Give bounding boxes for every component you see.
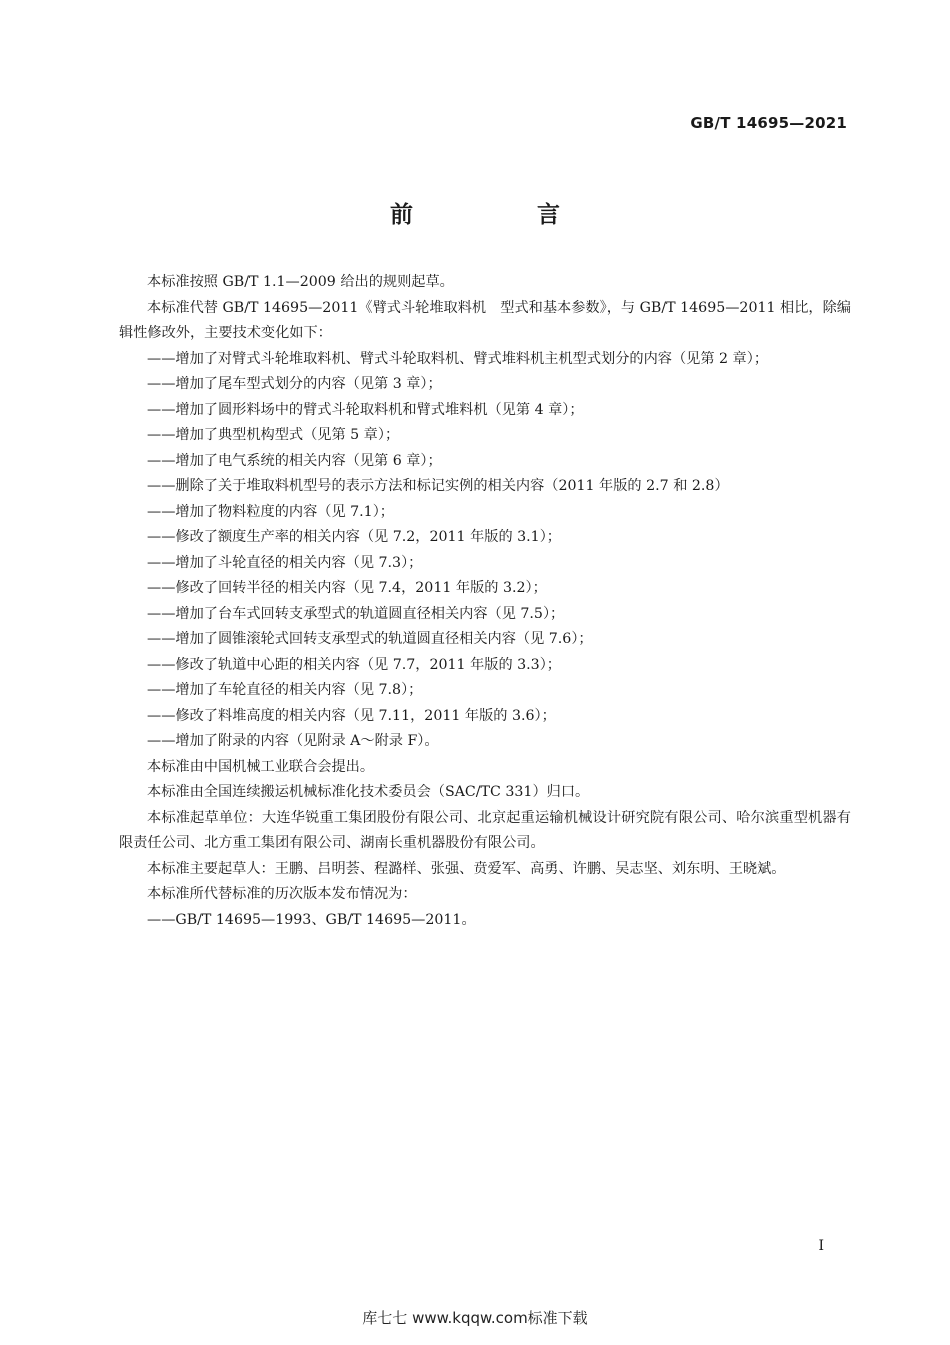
list-item: ——增加了斗轮直径的相关内容（见 7.3）； [147,554,423,571]
page-title: 前 言 [389,202,618,228]
list-item: ——增加了物料粒度的内容（见 7.1）； [147,503,394,520]
list-item: ——增加了电气系统的相关内容（见第 6 章）； [147,452,442,469]
list-item: ——增加了附录的内容（见附录 A～附录 F）。 [147,733,439,749]
list-item: ——增加了典型机构型式（见第 5 章）； [147,427,400,443]
list-item: ——增加了尾车型式划分的内容（见第 3 章）； [147,376,442,392]
list-item: ——修改了料堆高度的相关内容（见 7.11，2011 年版的 3.6）； [147,707,556,724]
list-item: ——增加了台车式回转支承型式的轨道圆直径相关内容（见 7.5）； [147,605,565,622]
paragraph-history-versions: ——GB/T 14695—1993、GB/T 14695—2011。 [147,911,476,928]
paragraph-committee: 本标准由全国连续搬运机械标准化技术委员会（SAC/TC 331）归口。 [147,784,590,800]
page-number: I [818,1238,824,1254]
paragraph-replacement: 本标准代替 GB/T 14695—2011《臂式斗轮堆取料机 型式和基本参数》，与 GB/T 14695—2011 相比，除编辑性修改外，主要技术变化如下： [119,299,851,341]
paragraph-drafting-units: 本标准起草单位：大连华锐重工集团股份有限公司、北京起重运输机械设计研究院有限公司、哈尔滨重型机器有限责任公司、北方重工集团有限公司、湖南长重机器股份有限公司。 [119,809,851,851]
list-item: ——修改了轨道中心距的相关内容（见 7.7，2011 年版的 3.3）； [147,656,561,673]
list-item: ——修改了回转半径的相关内容（见 7.4，2011 年版的 3.2）； [147,580,547,596]
footer-watermark: 库七七 www.kqqw.com标准下载 [362,1309,588,1327]
list-item: ——增加了车轮直径的相关内容（见 7.8）； [147,682,423,698]
change-list [119,347,851,755]
list-item: ——增加了对臂式斗轮堆取料机、臂式斗轮取料机、臂式堆料机主机型式划分的内容（见第 2 章）； [147,350,769,367]
list-item: ——修改了额度生产率的相关内容（见 7.2，2011 年版的 3.1）； [147,529,561,545]
paragraph-drafting-rules: 本标准按照 GB/T 1.1—2009 给出的规则起草。 [147,274,454,290]
paragraph-history-intro: 本标准所代替标准的历次版本发布情况为： [147,886,417,902]
foreword-body [119,270,851,933]
paragraph-drafters: 本标准主要起草人：王鹏、吕明荟、程潞样、张强、贲爱军、高勇、许鹏、吴志坚、刘东明、王晓斌。 [147,860,786,877]
list-item: ——增加了圆锥滚轮式回转支承型式的轨道圆直径相关内容（见 7.6）； [147,631,593,647]
paragraph-proposer: 本标准由中国机械工业联合会提出。 [147,758,375,775]
standard-code: GB/T 14695—2021 [690,114,847,132]
list-item: ——增加了圆形料场中的臂式斗轮取料机和臂式堆料机（见第 4 章）； [147,401,584,418]
list-item: ——删除了关于堆取料机型号的表示方法和标记实例的相关内容（2011 年版的 2.7 和 2.8） [147,478,729,494]
